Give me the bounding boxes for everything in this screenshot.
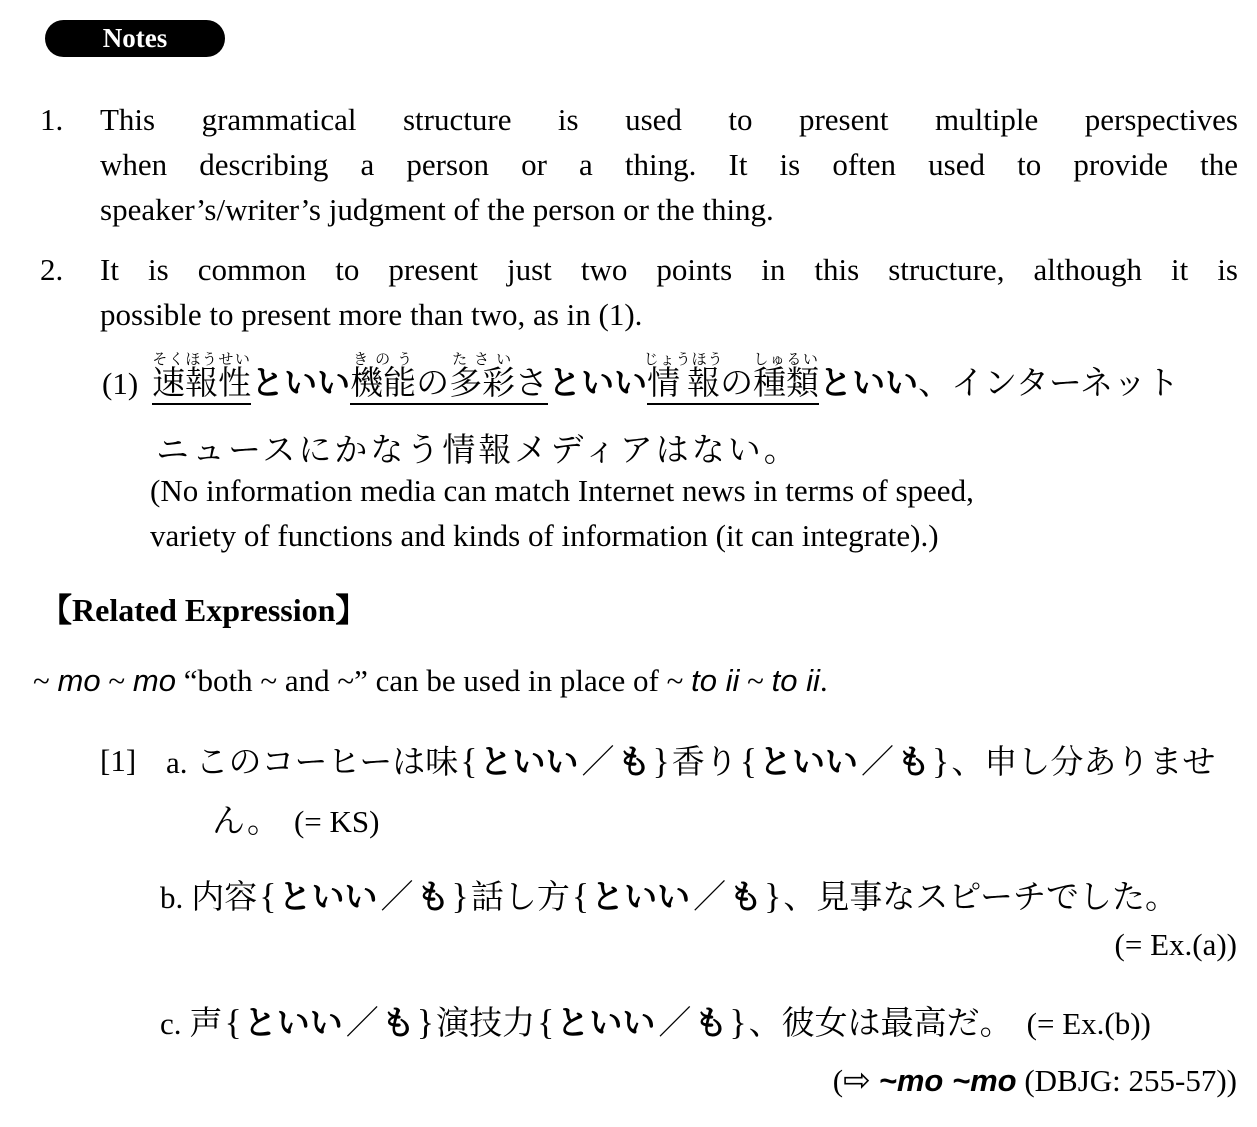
example-c-tail: 、彼女は最高だ。 (748, 1006, 1013, 1042)
underlined-phrase-3 (643, 352, 820, 405)
note-number-1: 1. (40, 102, 64, 137)
ruby-kinou (350, 352, 417, 402)
ruby-tasai (449, 352, 516, 402)
example-a-reference: (= KS) (293, 804, 380, 839)
marker-mo: も (617, 743, 651, 780)
related-example-c (160, 998, 1151, 1048)
underlined-phrase-1 (152, 352, 252, 405)
note-body-2 (100, 247, 1238, 337)
example-b-mid: 話し方 (470, 880, 570, 916)
suffix-sa: さ (515, 366, 549, 402)
close-brace: } (652, 741, 670, 781)
kanji-tasai: 多彩 (449, 366, 516, 402)
open-brace: { (537, 1002, 555, 1042)
footer-mo-expression: ~mo ~mo (878, 1063, 1017, 1098)
example-a-continuation: ん。 (212, 804, 280, 840)
slash-separator: ／ (693, 880, 727, 916)
notes-badge (45, 20, 225, 57)
example-a-mid: 香り (671, 745, 738, 781)
related-example-a (100, 737, 1215, 846)
furigana-shurui: しゅるい (753, 352, 820, 368)
romaji-toii-2: to ii (771, 663, 820, 698)
example-1-translation-line-2: variety of functions and kinds of information (it can integrate).) (150, 518, 939, 553)
marker-mo: も (897, 743, 931, 780)
example-c-mid: 演技力 (436, 1006, 536, 1042)
note-body-1 (100, 97, 1238, 232)
note-item-2 (40, 247, 1238, 337)
close-brace: } (416, 1002, 435, 1042)
example-b-reference: (= Ex.(a)) (1114, 927, 1237, 962)
open-brace: { (224, 1002, 242, 1042)
example-a-label: a. (166, 745, 188, 780)
marker-toii: といい (278, 878, 378, 915)
note-2-line-2: possible to present more than two, as in (1). (100, 297, 643, 332)
related-example-b (160, 872, 1178, 922)
note-number-2: 2. (40, 252, 64, 287)
romaji-mo-1: mo (57, 663, 101, 698)
marker-mo: も (381, 1004, 415, 1041)
furigana-kinou: きのう (350, 352, 417, 368)
marker-toii: といい (243, 1004, 343, 1041)
close-brace: } (729, 1002, 747, 1042)
close-brace: } (451, 876, 469, 916)
particle-no-2: の (720, 366, 754, 402)
marker-mo: も (416, 878, 450, 915)
example-1-tail: 、インターネット (918, 366, 1180, 402)
note-1-line-1: This grammatical structure is used to present multiple perspectives (100, 102, 1238, 137)
example-a-line-1 (166, 737, 1215, 787)
footer-dbjg-reference: (DBJG: 255-57)) (1016, 1063, 1237, 1098)
kanji-sokuhousei: 速報性 (152, 366, 252, 402)
marker-toii: といい (479, 743, 579, 780)
note-1-line-2: when describing a person or a thing. It is often used to provide the (100, 147, 1238, 182)
marker-toii: といい (759, 743, 859, 780)
ruby-jouhou (643, 352, 724, 402)
slash-separator: ／ (380, 880, 414, 916)
example-a-tail: 、申し分ありませ (951, 745, 1216, 781)
example-b-tail: 、見事なスピーチでした。 (783, 880, 1179, 916)
slash-separator: ／ (861, 745, 895, 781)
example-1-sentence (102, 352, 1179, 407)
marker-toii: といい (591, 878, 691, 915)
marker-toii-2: といい (548, 364, 648, 401)
related-expression-intro (33, 663, 828, 699)
kanji-shurui: 種類 (753, 366, 820, 402)
note-item-1 (40, 97, 1238, 232)
note-2-line-1: It is common to present just two points in this structure, although it is (100, 252, 1238, 287)
intro-text-4: ~ (739, 663, 772, 698)
cross-reference-footer (833, 1060, 1237, 1100)
underlined-phrase-2 (350, 352, 549, 405)
example-a-pre: このコーヒーは味 (195, 745, 459, 781)
intro-text-5: . (819, 663, 828, 698)
example-b-label: b. (160, 880, 184, 915)
example-c-pre: 声 (189, 1006, 223, 1042)
ruby-shurui (753, 352, 820, 402)
example-a-body (166, 737, 1215, 846)
marker-mo: も (694, 1004, 728, 1041)
furigana-sokuhousei: そくほうせい (152, 352, 252, 368)
example-1-line-2: ニュースにかなう情報メディアはない。 (156, 433, 800, 469)
related-expression-heading: 【Related Expression】 (40, 592, 368, 628)
example-1-label: (1) (102, 366, 139, 401)
kanji-kinou: 機能 (350, 366, 417, 402)
marker-toii: といい (556, 1004, 656, 1041)
notes-badge-label: Notes (102, 23, 168, 53)
marker-toii-3: といい (819, 364, 919, 401)
open-brace: { (259, 876, 277, 916)
intro-text-1: ~ (33, 663, 58, 698)
marker-mo: も (729, 878, 763, 915)
furigana-tasai: たさい (449, 352, 516, 368)
particle-no-1: の (416, 366, 450, 402)
close-brace: } (764, 876, 782, 916)
marker-toii-1: といい (251, 364, 351, 401)
open-brace: { (571, 876, 590, 916)
example-1-translation-line-1: (No information media can match Internet news in terms of speed, (150, 473, 974, 508)
romaji-mo-2: mo (132, 663, 176, 698)
note-1-line-3: speaker’s/writer’s judgment of the person or the thing. (100, 192, 774, 227)
footer-open-paren: ( (832, 1063, 844, 1098)
furigana-jouhou: じょうほう (643, 352, 724, 368)
slash-separator: ／ (345, 1006, 379, 1042)
intro-text-3: “both ~ and ~” can be used in place of ~ (175, 663, 692, 698)
intro-text-2: ~ (100, 663, 133, 698)
open-brace: { (739, 741, 758, 781)
ruby-sokuhousei (152, 352, 252, 402)
close-brace: } (932, 741, 950, 781)
romaji-toii-1: to ii (691, 663, 740, 698)
slash-separator: ／ (658, 1006, 692, 1042)
example-b-pre: 内容 (191, 880, 258, 916)
right-arrow-icon: ⇨ (843, 1063, 871, 1099)
slash-separator: ／ (581, 745, 615, 781)
example-a-line-2 (166, 798, 1215, 846)
example-c-reference: (= Ex.(b)) (1026, 1006, 1151, 1041)
example-group-label: [1] (100, 743, 137, 778)
open-brace: { (460, 741, 478, 781)
kanji-jouhou: 情報 (643, 366, 724, 402)
example-c-label: c. (160, 1006, 182, 1041)
